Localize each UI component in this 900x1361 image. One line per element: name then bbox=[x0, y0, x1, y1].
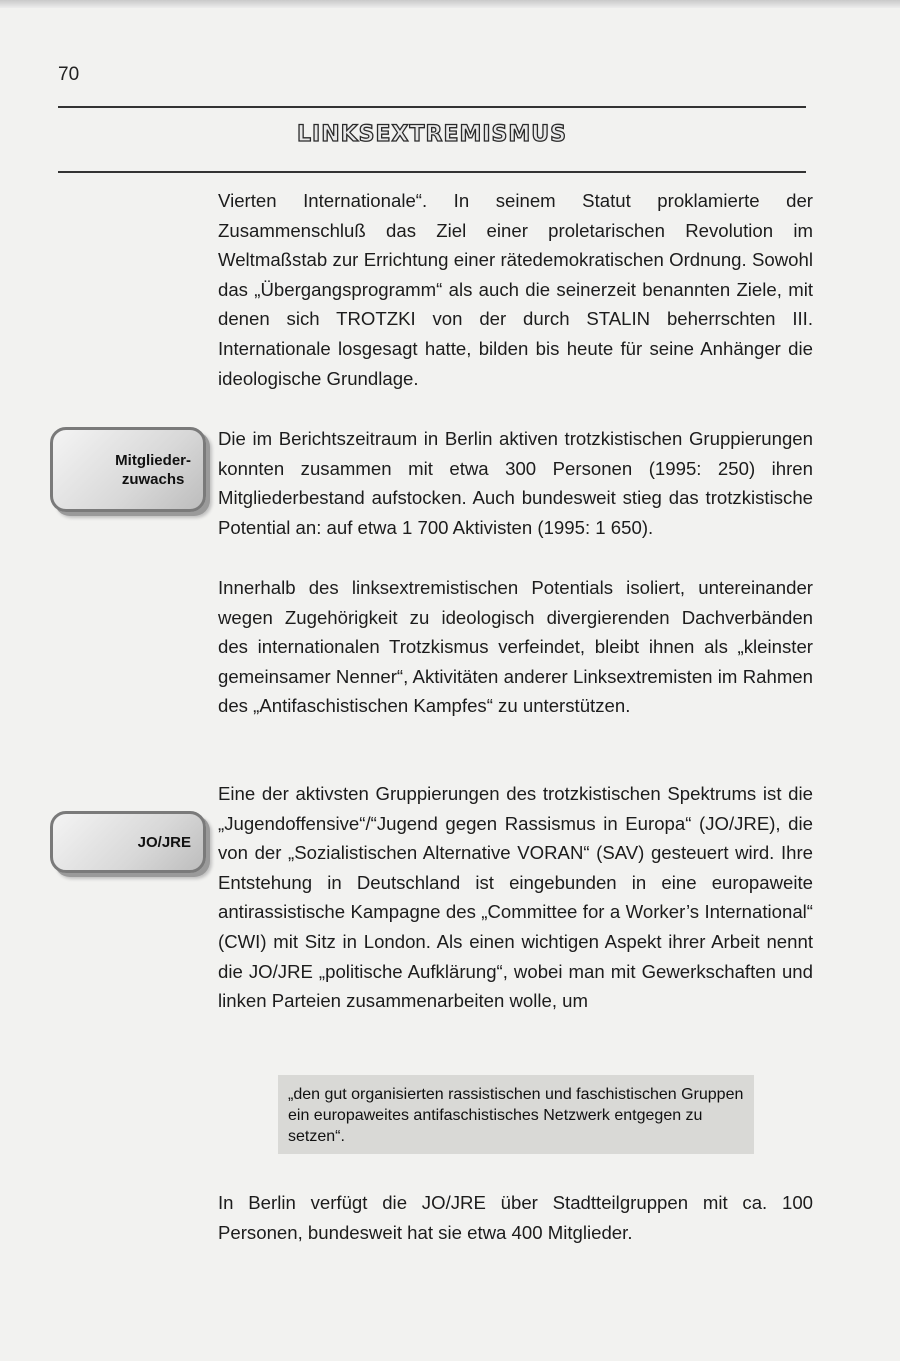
page-top-edge bbox=[0, 0, 900, 8]
paragraph-mitgliederbestand: Die im Berichtszeitraum in Berlin aktiven trotzkistischen Gruppierungen konnten zusammen mit etwa 300 Personen (1995: 250) ihren Mitgliederbestand aufstocken. Auch bundesweit stieg das trotzkistische Potential an: auf etwa 1 700 Aktivisten (1995: 1 650). bbox=[218, 428, 813, 538]
paragraph-vierte-internationale: Vierten Internationale“. In seinem Statut proklamierte der Zusammenschluß das Ziel einer proletarischen Revolution im Weltmaßstab zur Errichtung einer rätedemokratischen Ordnung. Sowohl das „Übergangsprogramm“ als auch die seinerzeit benannten Ziele, mit denen sich TROTZKI von der durch STALIN beherrschten III. Internationale losgesagt hatte, bilden bis heute für seine Anhänger die ideologische Grundlage. bbox=[218, 190, 813, 389]
chapter-title: LINKSEXTREMISMUS bbox=[297, 122, 567, 147]
paragraph-jugendoffensive: Eine der aktivsten Gruppierungen des trotzkistischen Spektrums ist die „Jugendoffensive“/“Jugend gegen Rassismus in Europa“ (JO/JRE), die von der „Sozialistischen Alternative VORAN“ (SAV) gesteuert wird. Ihre Entstehung in Deutschland ist eingebunden in eine europaweite antirassistische Kampagne des „Committee for a Worker’s International“ (CWI) mit Sitz in London. Als einen wichtigen Aspekt ihrer Arbeit nennt die JO/JRE „politische Aufklärung“, wobei man mit Gewerkschaften und linken Parteien zusammenarbeiten wolle, um bbox=[218, 783, 813, 1012]
margin-note-mitgliederzuwachs bbox=[50, 427, 206, 512]
margin-note-jo-jre bbox=[50, 811, 206, 873]
paragraph-linksextremistisches-potential: Innerhalb des linksextremistischen Potentials isoliert, untereinander wegen Zugehörigkeit zu ideologisch divergierenden Dachverbänden des internationalen Trotzkismus verfeindet, bleibt ihnen als „kleinster gemeinsamer Nenner“, Aktivitäten anderer Linksextremisten im Rahmen des „Antifaschistischen Kampfes“ zu unterstützen. bbox=[218, 577, 813, 717]
quote-block: „den gut organisierten rassistischen und faschistischen Gruppen ein europaweites antifaschistisches Netzwerk entgegen zu setzen“. bbox=[278, 1075, 754, 1154]
header-rule-top bbox=[58, 106, 806, 108]
margin-note-text: JO/JRE bbox=[137, 833, 191, 851]
margin-note-line1: Mitglieder- bbox=[115, 451, 191, 469]
header-rule-bottom bbox=[58, 171, 806, 173]
margin-note-line2: zuwachs bbox=[121, 470, 185, 488]
paragraph-stadtteilgruppen: In Berlin verfügt die JO/JRE über Stadtteilgruppen mit ca. 100 Personen, bundesweit hat sie etwa 400 Mitglieder. bbox=[218, 1192, 813, 1243]
page-number: 70 bbox=[58, 64, 80, 85]
